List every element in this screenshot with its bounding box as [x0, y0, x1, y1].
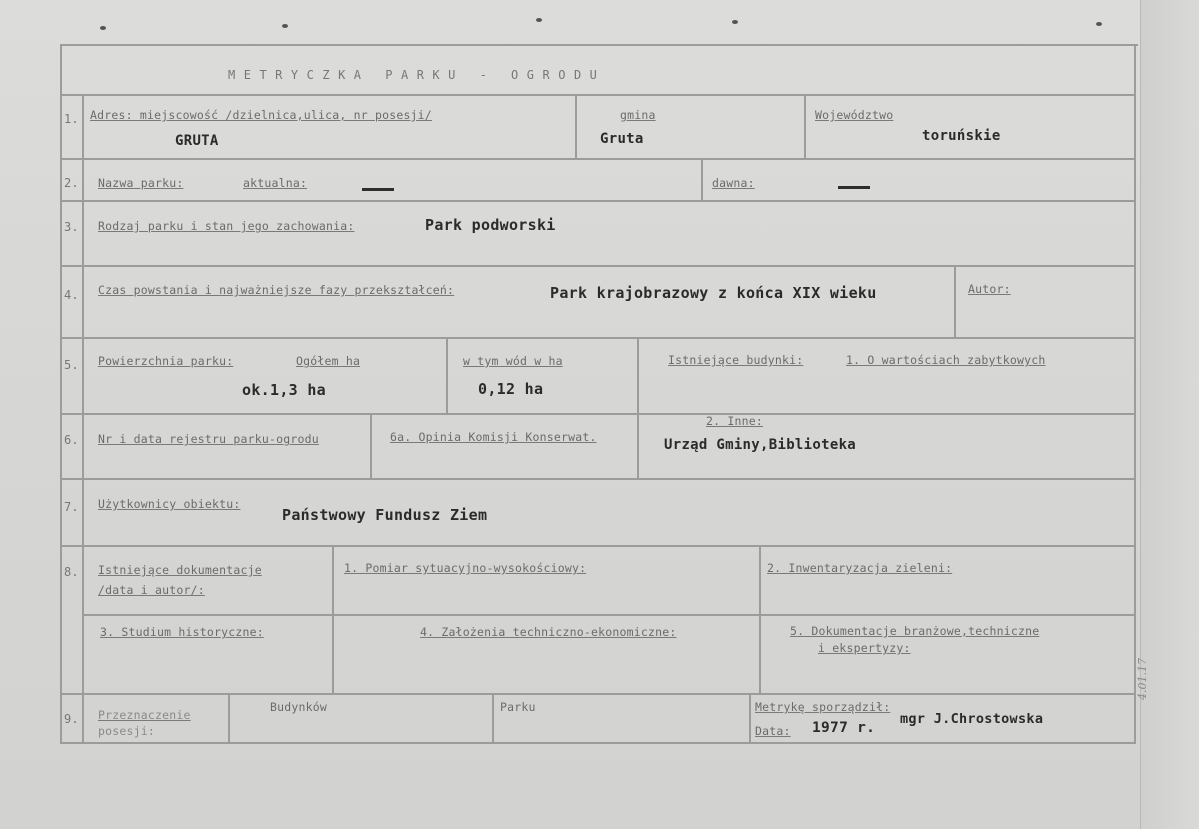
col-line [637, 337, 639, 478]
section-number-2: 2. [64, 176, 79, 190]
section-number-7: 7. [64, 500, 79, 514]
punch-mark [536, 18, 542, 22]
historical-study-label: 3. Studium historyczne: [100, 625, 264, 639]
technical-economic-label: 4. Założenia techniczno-ekonomiczne: [420, 625, 677, 639]
address-label: Adres: miejscowość /dzielnica,ulica, nr posesji/ [90, 108, 432, 122]
former-name-label: dawna: [712, 176, 755, 190]
frame-left [60, 44, 62, 744]
punch-mark [732, 20, 738, 24]
author-label: Autor: [968, 282, 1011, 296]
buildings-label: Istniejące budynki: [668, 353, 804, 367]
row-line [60, 94, 1136, 96]
origin-label: Czas powstania i najważniejsze fazy przekształceń: [98, 283, 455, 297]
park-type-value: Park podworski [425, 216, 556, 234]
compiled-by-label: Metrykę sporządził: [755, 700, 891, 714]
num-column-line [82, 94, 84, 744]
frame-bottom [60, 742, 1136, 744]
users-value: Państwowy Fundusz Ziem [282, 506, 488, 524]
frame-right [1134, 44, 1136, 744]
documentation-label: Istniejące dokumentacje [98, 563, 262, 577]
section-number-4: 4. [64, 288, 79, 302]
section-number-3: 3. [64, 220, 79, 234]
current-name-label: aktualna: [243, 176, 308, 190]
origin-value: Park krajobrazowy z końca XIX wieku [550, 284, 877, 302]
purpose-sublabel: posesji: [98, 724, 155, 738]
date-value: 1977 r. [812, 720, 876, 736]
punch-mark [1096, 22, 1102, 26]
documentation-sublabel: /data i autor/: [98, 583, 205, 597]
greenery-inventory-label: 2. Inwentaryzacja zieleni: [767, 561, 953, 575]
row-line [60, 158, 1136, 160]
park-name-label: Nazwa parku: [98, 176, 184, 190]
purpose-label: Przeznaczenie [98, 708, 191, 722]
register-label: Nr i data rejestru parku-ogrodu [98, 432, 319, 446]
wojewodztwo-value: toruńskie [922, 128, 1001, 144]
row-line [60, 413, 1136, 415]
row-line [60, 693, 1136, 695]
row-line [60, 337, 1136, 339]
section-number-1: 1. [64, 112, 79, 126]
total-area-label: Ogółem ha [296, 354, 361, 368]
col-line [228, 693, 230, 743]
col-line [370, 413, 372, 478]
row-line [60, 265, 1136, 267]
other-buildings-label: 2. Inne: [706, 414, 763, 428]
col-line [759, 545, 761, 693]
col-line [446, 337, 448, 413]
section-number-8: 8. [64, 565, 79, 579]
col-line [954, 265, 956, 337]
branch-documentation-label: 5. Dokumentacje branżowe,techniczne [790, 624, 1040, 638]
row-line [60, 200, 1136, 202]
punch-mark [282, 24, 288, 28]
margin-note: 4.01.17 [1136, 658, 1149, 700]
col-line [804, 94, 806, 158]
park-type-label: Rodzaj parku i stan jego zachowania: [98, 219, 355, 233]
gmina-value: Gruta [600, 131, 644, 147]
address-value: GRUTA [175, 133, 219, 149]
col-line [575, 94, 577, 158]
buildings-purpose-label: Budynków [270, 700, 327, 714]
compiler-name: mgr J.Chrostowska [900, 711, 1044, 727]
survey-label: 1. Pomiar sytuacyjno-wysokościowy: [344, 561, 587, 575]
users-label: Użytkownicy obiektu: [98, 497, 241, 511]
section-number-6: 6. [64, 433, 79, 447]
current-name-dash [362, 188, 394, 191]
former-name-dash [838, 186, 870, 189]
water-area-value: 0,12 ha [478, 380, 544, 398]
other-buildings-value: Urząd Gminy,Biblioteka [664, 437, 857, 453]
sheet-edge [1140, 0, 1199, 829]
row-line [60, 545, 1136, 547]
buildings-historic-label: 1. O wartościach zabytkowych [846, 353, 1046, 367]
expertise-label: i ekspertyzy: [818, 641, 911, 655]
col-line [332, 545, 334, 693]
gmina-label: gmina [620, 108, 656, 122]
col-line [701, 158, 703, 200]
frame-top [60, 44, 1138, 46]
col-line [492, 693, 494, 743]
park-purpose-label: Parku [500, 700, 536, 714]
area-label: Powierzchnia parku: [98, 354, 234, 368]
punch-mark [100, 26, 106, 30]
form-title: METRYCZKA PARKU - OGRODU [228, 68, 606, 82]
water-area-label: w tym wód w ha [463, 354, 563, 368]
date-label: Data: [755, 724, 791, 738]
commission-opinion-label: 6a. Opinia Komisji Konserwat. [390, 430, 597, 444]
wojewodztwo-label: Województwo [815, 108, 894, 122]
section-number-5: 5. [64, 358, 79, 372]
row-line [82, 614, 1136, 616]
row-line [60, 478, 1136, 480]
total-area-value: ok.1,3 ha [242, 381, 326, 399]
section-number-9: 9. [64, 712, 79, 726]
col-line [749, 693, 751, 743]
